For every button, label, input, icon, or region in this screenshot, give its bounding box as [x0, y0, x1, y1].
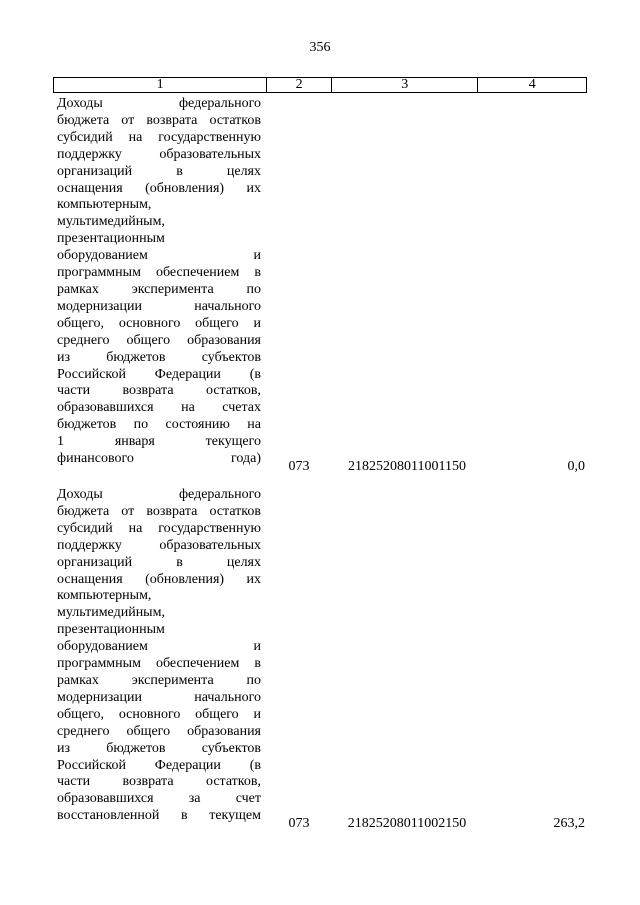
row-1-amount: 0,0 — [567, 459, 585, 474]
description-line: образовавшихся на счетах — [57, 400, 261, 416]
description-line: Доходы федерального — [57, 96, 261, 111]
description-line: общего, основного общего и — [57, 706, 261, 722]
description-line: организаций в целях — [57, 163, 261, 179]
description-line: модернизации начального — [57, 689, 261, 705]
description-line: бюджета от возврата остатков — [57, 503, 261, 519]
description-line: среднего общего образования — [57, 332, 261, 348]
description-line: оснащения (обновления) их — [57, 571, 261, 587]
description-line: субсидий на государственную — [57, 129, 261, 145]
description-line: оборудованием и — [57, 639, 261, 655]
header-col-4: 4 — [477, 78, 586, 92]
row-2-description — [57, 487, 261, 825]
description-line: рамках эксперимента по — [57, 281, 261, 297]
description-line: из бюджетов субъектов — [57, 740, 261, 756]
description-line: бюджетов по состоянию на — [57, 417, 261, 433]
description-line: оснащения (обновления) их — [57, 180, 261, 196]
description-line: компьютерным, — [57, 197, 152, 213]
table-header-row — [53, 77, 587, 93]
description-line: поддержку образовательных — [57, 537, 261, 553]
row-1-kbk-code: 21825208011001150 — [348, 459, 466, 474]
description-line: презентационным — [57, 231, 165, 247]
header-col-3: 3 — [331, 78, 477, 92]
description-line: рамках эксперимента по — [57, 672, 261, 688]
row-1-admin-code: 073 — [288, 459, 310, 474]
description-line: из бюджетов субъектов — [57, 349, 261, 365]
description-line: модернизации начального — [57, 298, 261, 314]
row-2-kbk-code: 21825208011002150 — [347, 816, 467, 831]
header-col-1: 1 — [156, 77, 164, 92]
description-line: части возврата остатков, — [57, 383, 261, 399]
description-line: восстановленной в текущем — [57, 808, 261, 824]
row-2-admin-code: 073 — [288, 816, 310, 831]
description-line: компьютерным, — [57, 588, 152, 604]
description-line: Российской Федерации (в — [57, 366, 261, 382]
description-line: субсидий на государственную — [57, 520, 261, 536]
description-line: оборудованием и — [57, 248, 261, 264]
description-line: образовавшихся за счет — [57, 791, 261, 807]
description-line: общего, основного общего и — [57, 315, 261, 331]
description-line: части возврата остатков, — [57, 774, 261, 790]
page-number: 356 — [309, 40, 331, 55]
row-1-description — [57, 96, 261, 468]
description-line: Доходы федерального — [57, 487, 261, 502]
description-line: 1 января текущего — [57, 434, 261, 450]
description-line: организаций в целях — [57, 554, 261, 570]
description-line: финансового года) — [57, 451, 261, 467]
description-line: бюджета от возврата остатков — [57, 112, 261, 128]
description-line: программным обеспечением в — [57, 265, 261, 281]
description-line: мультимедийным, — [57, 605, 165, 621]
description-line: Российской Федерации (в — [57, 757, 261, 773]
description-line: поддержку образовательных — [57, 146, 261, 162]
description-line: среднего общего образования — [57, 723, 261, 739]
header-col-2: 2 — [266, 78, 331, 92]
description-line: мультимедийным, — [57, 214, 165, 230]
description-line: программным обеспечением в — [57, 656, 261, 672]
row-2-amount: 263,2 — [553, 816, 585, 831]
description-line: презентационным — [57, 622, 165, 638]
